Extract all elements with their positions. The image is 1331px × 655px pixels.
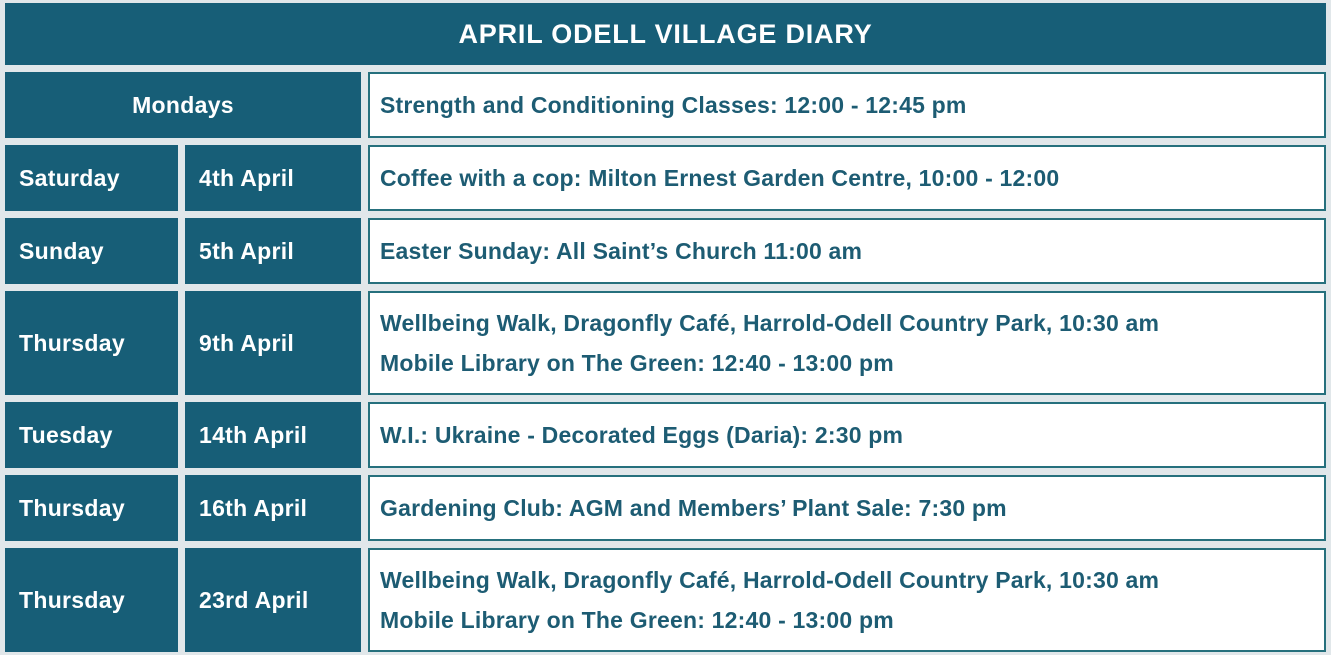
event-cell [368,145,1326,211]
day-cell [5,475,178,541]
event-line: Coffee with a cop: Milton Ernest Garden Centre, 10:00 - 12:00 [380,165,1060,191]
day-label: Saturday [19,164,120,191]
day-cell [5,145,178,211]
day-label: Mondays [132,91,234,118]
date-label: 5th April [199,237,295,264]
day-label: Sunday [19,237,104,264]
table-row [5,475,1326,541]
table-row [5,218,1326,284]
date-label: 14th April [199,421,308,448]
date-label: 16th April [199,494,308,521]
day-cell [5,72,361,138]
date-cell [185,548,361,652]
date-label: 23rd April [199,586,309,613]
table-row [5,291,1326,395]
day-cell [5,548,178,652]
table-row [5,548,1326,652]
diary-rows [5,72,1326,652]
day-label: Thursday [19,494,125,521]
event-line: Strength and Conditioning Classes: 12:00 - 12:45 pm [380,92,967,118]
date-label: 4th April [199,164,295,191]
date-cell [185,402,361,468]
day-label: Tuesday [19,421,113,448]
event-line: Easter Sunday: All Saint’s Church 11:00 am [380,238,863,264]
date-cell [185,218,361,284]
event-cell [368,291,1326,395]
day-label: Thursday [19,329,125,356]
day-label: Thursday [19,586,125,613]
table-row [5,402,1326,468]
event-line: W.I.: Ukraine - Decorated Eggs (Daria): 2:30 pm [380,422,904,448]
event-line: Wellbeing Walk, Dragonfly Café, Harrold-Odell Country Park, 10:30 am [380,567,1160,593]
event-line: Mobile Library on The Green: 12:40 - 13:00 pm [380,350,894,376]
event-line: Wellbeing Walk, Dragonfly Café, Harrold-Odell Country Park, 10:30 am [380,310,1160,336]
diary-title-bar [5,3,1326,65]
date-cell [185,291,361,395]
day-cell [5,218,178,284]
date-label: 9th April [199,329,295,356]
event-line: Mobile Library on The Green: 12:40 - 13:00 pm [380,607,894,633]
event-cell [368,72,1326,138]
date-cell [185,145,361,211]
day-cell [5,402,178,468]
event-cell [368,402,1326,468]
event-cell [368,475,1326,541]
table-row [5,72,1326,138]
event-cell [368,548,1326,652]
page-title: APRIL ODELL VILLAGE DIARY [458,18,873,49]
table-row [5,145,1326,211]
day-cell [5,291,178,395]
date-cell [185,475,361,541]
event-cell [368,218,1326,284]
event-line: Gardening Club: AGM and Members’ Plant Sale: 7:30 pm [380,495,1007,521]
